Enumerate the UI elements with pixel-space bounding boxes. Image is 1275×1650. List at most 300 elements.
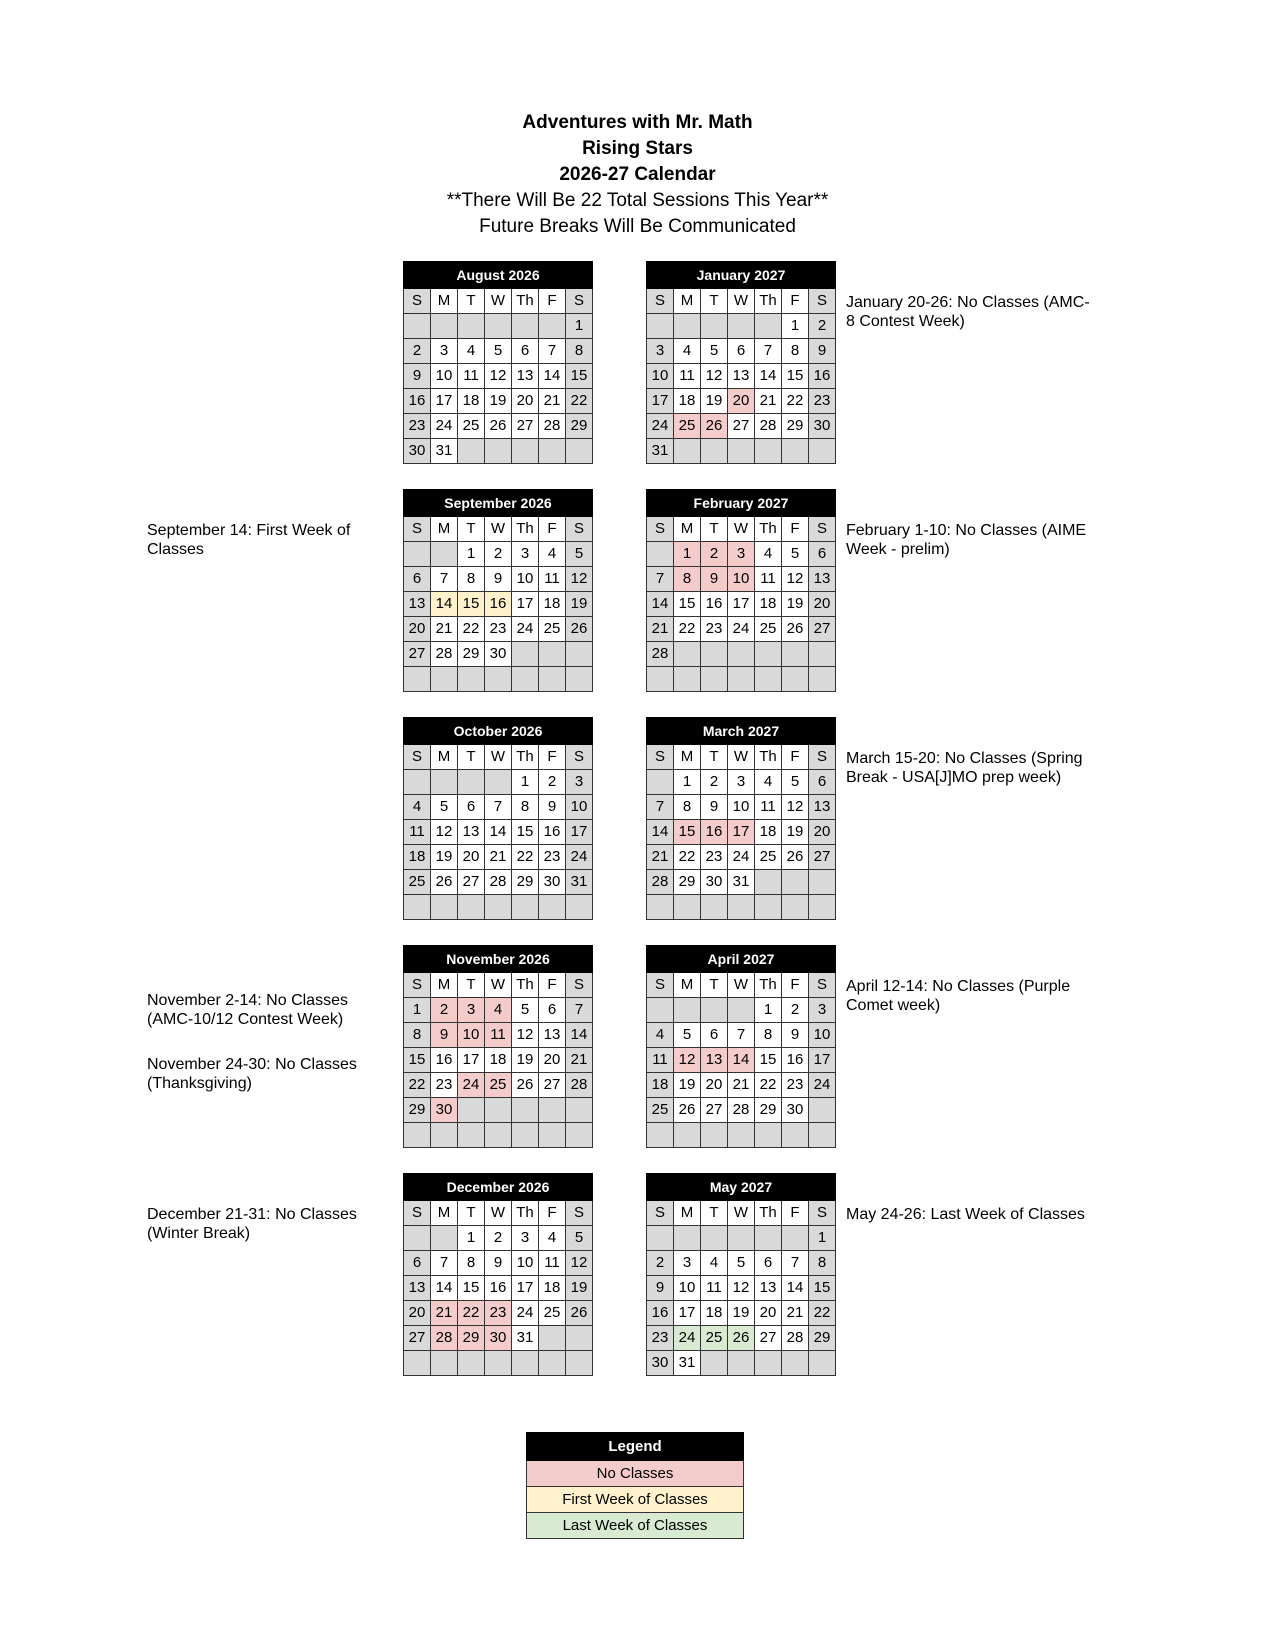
day-cell: 6 <box>404 567 431 592</box>
day-cell: 15 <box>566 364 593 389</box>
day-cell: 13 <box>809 795 836 820</box>
day-cell: 27 <box>755 1326 782 1351</box>
day-cell: 11 <box>485 1023 512 1048</box>
day-cell: 28 <box>728 1098 755 1123</box>
day-cell: 3 <box>728 770 755 795</box>
day-cell: 23 <box>485 1301 512 1326</box>
empty-day-cell <box>512 1098 539 1123</box>
day-cell: 23 <box>404 414 431 439</box>
day-cell: 17 <box>512 1276 539 1301</box>
day-cell: 16 <box>431 1048 458 1073</box>
day-cell: 3 <box>647 339 674 364</box>
day-cell: 24 <box>647 414 674 439</box>
empty-day-cell <box>458 667 485 692</box>
empty-day-cell <box>728 642 755 667</box>
day-cell: 16 <box>701 820 728 845</box>
empty-day-cell <box>728 439 755 464</box>
day-cell: 9 <box>647 1276 674 1301</box>
day-cell: 17 <box>647 389 674 414</box>
month-title: May 2027 <box>647 1174 836 1201</box>
day-cell: 20 <box>728 389 755 414</box>
weekday-header: M <box>674 517 701 542</box>
day-cell: 10 <box>566 795 593 820</box>
empty-day-cell <box>431 770 458 795</box>
empty-day-cell <box>404 1123 431 1148</box>
day-cell: 17 <box>512 592 539 617</box>
month-title: November 2026 <box>404 946 593 973</box>
empty-day-cell <box>431 1123 458 1148</box>
empty-day-cell <box>809 1351 836 1376</box>
day-cell: 26 <box>701 414 728 439</box>
empty-day-cell <box>647 895 674 920</box>
month-february-2027 <box>646 489 836 692</box>
day-cell: 14 <box>431 1276 458 1301</box>
empty-day-cell <box>458 895 485 920</box>
day-cell: 9 <box>485 1251 512 1276</box>
weekday-header: M <box>674 289 701 314</box>
note-december: December 21-31: No Classes (Winter Break) <box>147 1206 357 1242</box>
day-cell: 15 <box>404 1048 431 1073</box>
weekday-header: W <box>728 289 755 314</box>
day-cell: 26 <box>782 617 809 642</box>
weekday-header: S <box>647 973 674 998</box>
month-title: February 2027 <box>647 490 836 517</box>
day-cell: 26 <box>566 617 593 642</box>
empty-day-cell <box>485 667 512 692</box>
weekday-header: T <box>458 1201 485 1226</box>
day-cell: 26 <box>674 1098 701 1123</box>
empty-day-cell <box>458 1098 485 1123</box>
day-cell: 17 <box>458 1048 485 1073</box>
day-cell: 15 <box>458 592 485 617</box>
month-december-2026 <box>403 1173 593 1376</box>
empty-day-cell <box>809 895 836 920</box>
empty-day-cell <box>755 314 782 339</box>
day-cell: 6 <box>404 1251 431 1276</box>
day-cell: 30 <box>809 414 836 439</box>
day-cell: 30 <box>431 1098 458 1123</box>
day-cell: 5 <box>566 1226 593 1251</box>
day-cell: 2 <box>647 1251 674 1276</box>
legend-first-week: First Week of Classes <box>527 1487 744 1513</box>
day-cell: 4 <box>539 542 566 567</box>
empty-day-cell <box>728 314 755 339</box>
day-cell: 5 <box>566 542 593 567</box>
empty-day-cell <box>431 895 458 920</box>
day-cell: 21 <box>755 389 782 414</box>
day-cell: 22 <box>458 617 485 642</box>
day-cell: 9 <box>539 795 566 820</box>
month-november-2026 <box>403 945 593 1148</box>
day-cell: 25 <box>485 1073 512 1098</box>
day-cell: 10 <box>512 567 539 592</box>
weekday-header: S <box>566 745 593 770</box>
day-cell: 3 <box>458 998 485 1023</box>
weekday-header: S <box>404 289 431 314</box>
weekday-header: S <box>566 1201 593 1226</box>
weekday-header: M <box>674 745 701 770</box>
day-cell: 20 <box>512 389 539 414</box>
note-march: March 15-20: No Classes (Spring Break - USA[J]MO prep week) <box>846 750 1083 786</box>
weekday-header: S <box>809 973 836 998</box>
day-cell: 1 <box>674 770 701 795</box>
empty-day-cell <box>404 667 431 692</box>
day-cell: 21 <box>647 845 674 870</box>
day-cell: 26 <box>431 870 458 895</box>
day-cell: 21 <box>431 617 458 642</box>
day-cell: 17 <box>566 820 593 845</box>
day-cell: 23 <box>701 845 728 870</box>
day-cell: 14 <box>431 592 458 617</box>
empty-day-cell <box>728 1123 755 1148</box>
weekday-header: W <box>485 973 512 998</box>
day-cell: 12 <box>782 567 809 592</box>
empty-day-cell <box>539 1351 566 1376</box>
day-cell: 18 <box>485 1048 512 1073</box>
weekday-header: F <box>782 517 809 542</box>
empty-day-cell <box>728 998 755 1023</box>
day-cell: 19 <box>485 389 512 414</box>
day-cell: 4 <box>701 1251 728 1276</box>
program-subtitle: Rising Stars <box>582 138 693 159</box>
weekday-header: S <box>809 517 836 542</box>
day-cell: 16 <box>539 820 566 845</box>
empty-day-cell <box>674 895 701 920</box>
empty-day-cell <box>485 439 512 464</box>
day-cell: 13 <box>512 364 539 389</box>
day-cell: 14 <box>647 592 674 617</box>
day-cell: 7 <box>539 339 566 364</box>
day-cell: 27 <box>404 1326 431 1351</box>
day-cell: 8 <box>674 567 701 592</box>
empty-day-cell <box>404 895 431 920</box>
weekday-header: F <box>782 289 809 314</box>
day-cell: 13 <box>701 1048 728 1073</box>
day-cell: 14 <box>539 364 566 389</box>
day-cell: 12 <box>566 1251 593 1276</box>
empty-day-cell <box>431 1351 458 1376</box>
empty-day-cell <box>674 314 701 339</box>
day-cell: 11 <box>755 567 782 592</box>
day-cell: 19 <box>782 592 809 617</box>
empty-day-cell <box>674 1123 701 1148</box>
empty-day-cell <box>404 1351 431 1376</box>
day-cell: 7 <box>782 1251 809 1276</box>
day-cell: 8 <box>458 567 485 592</box>
day-cell: 6 <box>755 1251 782 1276</box>
empty-day-cell <box>566 1123 593 1148</box>
day-cell: 23 <box>701 617 728 642</box>
day-cell: 2 <box>404 339 431 364</box>
day-cell: 24 <box>566 845 593 870</box>
day-cell: 23 <box>782 1073 809 1098</box>
day-cell: 18 <box>674 389 701 414</box>
day-cell: 4 <box>755 542 782 567</box>
day-cell: 10 <box>809 1023 836 1048</box>
day-cell: 7 <box>431 567 458 592</box>
weekday-header: Th <box>755 1201 782 1226</box>
day-cell: 20 <box>539 1048 566 1073</box>
day-cell: 7 <box>647 795 674 820</box>
day-cell: 6 <box>728 339 755 364</box>
day-cell: 25 <box>647 1098 674 1123</box>
day-cell: 9 <box>701 567 728 592</box>
weekday-header: Th <box>755 973 782 998</box>
day-cell: 1 <box>782 314 809 339</box>
month-title: October 2026 <box>404 718 593 745</box>
empty-day-cell <box>782 870 809 895</box>
empty-day-cell <box>512 439 539 464</box>
day-cell: 4 <box>647 1023 674 1048</box>
day-cell: 19 <box>512 1048 539 1073</box>
empty-day-cell <box>404 314 431 339</box>
day-cell: 29 <box>404 1098 431 1123</box>
day-cell: 14 <box>485 820 512 845</box>
weekday-header: S <box>647 289 674 314</box>
day-cell: 6 <box>512 339 539 364</box>
day-cell: 1 <box>458 542 485 567</box>
day-cell: 24 <box>674 1326 701 1351</box>
empty-day-cell <box>755 1226 782 1251</box>
month-may-2027 <box>646 1173 836 1376</box>
day-cell: 29 <box>755 1098 782 1123</box>
weekday-header: T <box>458 517 485 542</box>
day-cell: 9 <box>431 1023 458 1048</box>
sessions-note: **There Will Be 22 Total Sessions This Year** <box>446 190 829 211</box>
day-cell: 13 <box>458 820 485 845</box>
day-cell: 2 <box>539 770 566 795</box>
day-cell: 14 <box>728 1048 755 1073</box>
day-cell: 5 <box>431 795 458 820</box>
day-cell: 7 <box>485 795 512 820</box>
day-cell: 30 <box>701 870 728 895</box>
weekday-header: M <box>674 973 701 998</box>
day-cell: 13 <box>728 364 755 389</box>
day-cell: 30 <box>539 870 566 895</box>
day-cell: 7 <box>647 567 674 592</box>
day-cell: 30 <box>404 439 431 464</box>
weekday-header: S <box>566 289 593 314</box>
day-cell: 23 <box>539 845 566 870</box>
day-cell: 16 <box>701 592 728 617</box>
empty-day-cell <box>728 667 755 692</box>
day-cell: 31 <box>674 1351 701 1376</box>
day-cell: 7 <box>431 1251 458 1276</box>
day-cell: 7 <box>755 339 782 364</box>
day-cell: 18 <box>647 1073 674 1098</box>
day-cell: 27 <box>458 870 485 895</box>
empty-day-cell <box>782 1123 809 1148</box>
day-cell: 26 <box>512 1073 539 1098</box>
empty-day-cell <box>485 1351 512 1376</box>
empty-day-cell <box>566 895 593 920</box>
day-cell: 2 <box>485 1226 512 1251</box>
day-cell: 20 <box>458 845 485 870</box>
empty-day-cell <box>674 642 701 667</box>
day-cell: 25 <box>755 617 782 642</box>
weekday-header: F <box>539 517 566 542</box>
day-cell: 18 <box>755 592 782 617</box>
weekday-header: Th <box>512 289 539 314</box>
day-cell: 8 <box>566 339 593 364</box>
day-cell: 15 <box>809 1276 836 1301</box>
day-cell: 17 <box>728 592 755 617</box>
day-cell: 21 <box>431 1301 458 1326</box>
empty-day-cell <box>512 667 539 692</box>
empty-day-cell <box>755 870 782 895</box>
day-cell: 26 <box>728 1326 755 1351</box>
day-cell: 3 <box>566 770 593 795</box>
day-cell: 29 <box>458 642 485 667</box>
empty-day-cell <box>539 667 566 692</box>
day-cell: 9 <box>404 364 431 389</box>
empty-day-cell <box>728 895 755 920</box>
day-cell: 6 <box>458 795 485 820</box>
weekday-header: F <box>539 1201 566 1226</box>
day-cell: 27 <box>728 414 755 439</box>
empty-day-cell <box>782 642 809 667</box>
day-cell: 10 <box>674 1276 701 1301</box>
day-cell: 27 <box>512 414 539 439</box>
empty-day-cell <box>809 642 836 667</box>
day-cell: 28 <box>647 870 674 895</box>
empty-day-cell <box>539 1123 566 1148</box>
day-cell: 4 <box>539 1226 566 1251</box>
weekday-header: T <box>701 973 728 998</box>
day-cell: 26 <box>566 1301 593 1326</box>
day-cell: 15 <box>674 820 701 845</box>
day-cell: 17 <box>431 389 458 414</box>
day-cell: 23 <box>647 1326 674 1351</box>
day-cell: 29 <box>782 414 809 439</box>
day-cell: 3 <box>674 1251 701 1276</box>
day-cell: 19 <box>566 1276 593 1301</box>
day-cell: 4 <box>674 339 701 364</box>
day-cell: 29 <box>566 414 593 439</box>
day-cell: 20 <box>809 820 836 845</box>
day-cell: 20 <box>809 592 836 617</box>
day-cell: 17 <box>728 820 755 845</box>
note-april: April 12-14: No Classes (Purple Comet week) <box>846 978 1071 1014</box>
weekday-header: M <box>431 517 458 542</box>
day-cell: 18 <box>458 389 485 414</box>
empty-day-cell <box>485 1098 512 1123</box>
day-cell: 2 <box>485 542 512 567</box>
day-cell: 28 <box>431 1326 458 1351</box>
day-cell: 18 <box>404 845 431 870</box>
weekday-header: W <box>485 1201 512 1226</box>
weekday-header: M <box>674 1201 701 1226</box>
day-cell: 2 <box>782 998 809 1023</box>
empty-day-cell <box>647 770 674 795</box>
day-cell: 27 <box>404 642 431 667</box>
day-cell: 27 <box>539 1073 566 1098</box>
day-cell: 16 <box>647 1301 674 1326</box>
day-cell: 8 <box>809 1251 836 1276</box>
day-cell: 8 <box>755 1023 782 1048</box>
empty-day-cell <box>458 1351 485 1376</box>
empty-day-cell <box>404 542 431 567</box>
day-cell: 17 <box>809 1048 836 1073</box>
empty-day-cell <box>674 1226 701 1251</box>
empty-day-cell <box>485 770 512 795</box>
empty-day-cell <box>647 998 674 1023</box>
empty-day-cell <box>458 314 485 339</box>
weekday-header: F <box>539 973 566 998</box>
empty-day-cell <box>809 870 836 895</box>
day-cell: 24 <box>728 845 755 870</box>
day-cell: 27 <box>809 617 836 642</box>
month-october-2026 <box>403 717 593 920</box>
day-cell: 13 <box>404 1276 431 1301</box>
weekday-header: M <box>431 1201 458 1226</box>
day-cell: 25 <box>755 845 782 870</box>
note-november-contest: November 2-14: No Classes (AMC-10/12 Contest Week) <box>147 992 348 1028</box>
day-cell: 21 <box>539 389 566 414</box>
empty-day-cell <box>539 642 566 667</box>
note-february: February 1-10: No Classes (AIME Week - prelim) <box>846 522 1087 558</box>
weekday-header: Th <box>512 745 539 770</box>
day-cell: 13 <box>404 592 431 617</box>
day-cell: 12 <box>674 1048 701 1073</box>
day-cell: 2 <box>809 314 836 339</box>
weekday-header: Th <box>512 517 539 542</box>
day-cell: 21 <box>566 1048 593 1073</box>
weekday-header: F <box>539 745 566 770</box>
month-march-2027 <box>646 717 836 920</box>
weekday-header: M <box>431 745 458 770</box>
calendar-year-title: 2026-27 Calendar <box>559 164 716 185</box>
weekday-header: S <box>566 973 593 998</box>
weekday-header: T <box>701 1201 728 1226</box>
empty-day-cell <box>512 642 539 667</box>
day-cell: 9 <box>485 567 512 592</box>
day-cell: 5 <box>782 770 809 795</box>
day-cell: 11 <box>539 1251 566 1276</box>
day-cell: 19 <box>782 820 809 845</box>
note-september: September 14: First Week of Classes <box>147 522 351 558</box>
note-may: May 24-26: Last Week of Classes <box>846 1206 1085 1223</box>
empty-day-cell <box>485 314 512 339</box>
day-cell: 5 <box>728 1251 755 1276</box>
day-cell: 15 <box>512 820 539 845</box>
day-cell: 19 <box>701 389 728 414</box>
empty-day-cell <box>647 1226 674 1251</box>
day-cell: 14 <box>755 364 782 389</box>
legend <box>526 1432 744 1539</box>
day-cell: 19 <box>566 592 593 617</box>
empty-day-cell <box>647 1123 674 1148</box>
day-cell: 27 <box>809 845 836 870</box>
breaks-note: Future Breaks Will Be Communicated <box>479 216 796 237</box>
day-cell: 16 <box>782 1048 809 1073</box>
day-cell: 14 <box>647 820 674 845</box>
day-cell: 15 <box>755 1048 782 1073</box>
day-cell: 22 <box>404 1073 431 1098</box>
legend-last-week: Last Week of Classes <box>527 1513 744 1539</box>
day-cell: 29 <box>809 1326 836 1351</box>
empty-day-cell <box>755 667 782 692</box>
day-cell: 9 <box>782 1023 809 1048</box>
day-cell: 26 <box>485 414 512 439</box>
weekday-header: F <box>782 745 809 770</box>
day-cell: 6 <box>809 770 836 795</box>
empty-day-cell <box>701 1226 728 1251</box>
day-cell: 16 <box>809 364 836 389</box>
day-cell: 16 <box>485 1276 512 1301</box>
day-cell: 31 <box>647 439 674 464</box>
day-cell: 30 <box>647 1351 674 1376</box>
